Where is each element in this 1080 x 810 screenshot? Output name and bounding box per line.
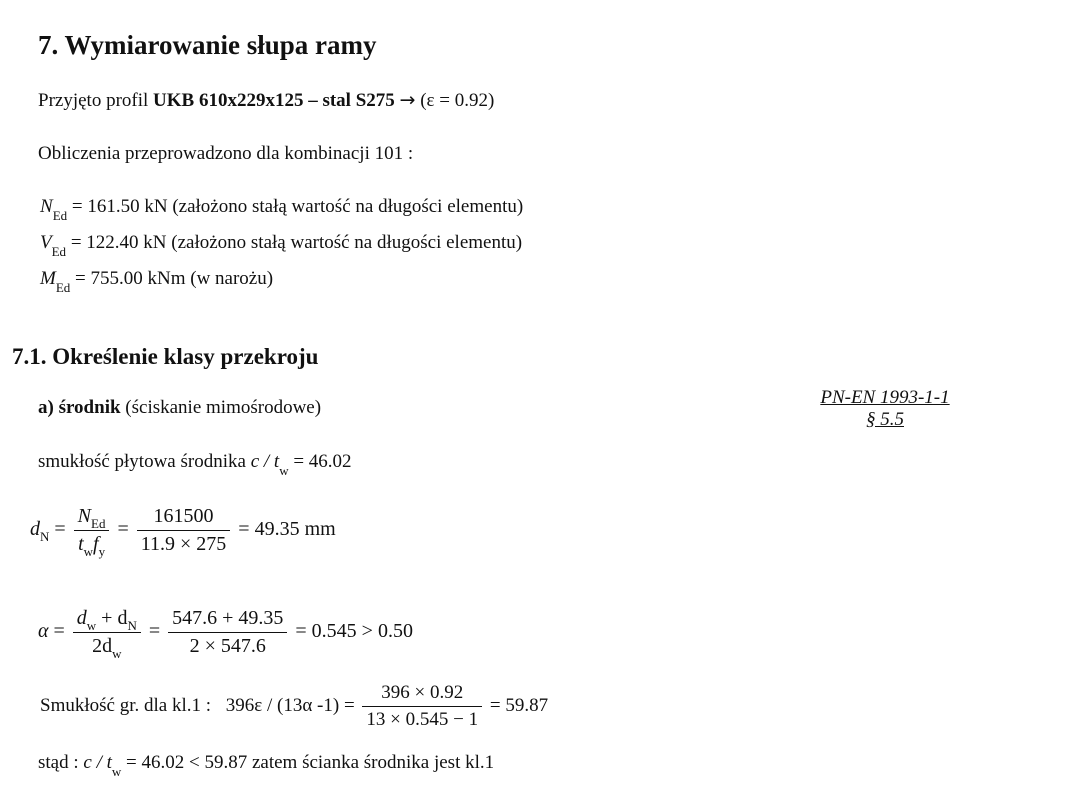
frac-den: 2d [92, 635, 113, 657]
epsilon-value: (ε = 0.92) [420, 90, 495, 111]
combination-text: Obliczenia przeprowadzono dla kombinacji 101 : [38, 143, 414, 164]
fraction-numeric [137, 505, 231, 556]
part-a-title: a) środnik [38, 397, 121, 418]
symbol-slash: / [259, 451, 274, 472]
slenderness-value: = 46.02 [288, 451, 352, 472]
frac-num: 547.6 + 49.35 [168, 607, 287, 633]
frac-num-sub-a: w [86, 618, 97, 633]
profile-name: UKB 610x229x125 – stal S275 [153, 90, 395, 111]
frac-den: 2 × 547.6 [189, 635, 266, 657]
force-symbol: M [40, 268, 56, 289]
frac-num-sub: Ed [91, 516, 106, 531]
force-symbol: N [40, 196, 53, 217]
eq-lhs: α [38, 620, 49, 643]
force-value: = 755.00 kNm (w narożu) [75, 268, 274, 289]
frac-den-b-sub: y [98, 544, 106, 559]
frac-num: N [77, 505, 92, 527]
arrow-icon: → [399, 89, 416, 111]
fraction-numeric [362, 682, 482, 731]
force-ned [40, 196, 524, 223]
symbol-c: c [250, 451, 260, 472]
frac-num: 396 × 0.92 [362, 682, 482, 707]
symbol-t: t [273, 451, 280, 472]
symbol-t: t [106, 752, 112, 773]
force-subscript: Ed [52, 208, 68, 223]
force-subscript: Ed [55, 280, 71, 295]
reference-standard: PN-EN 1993-1-1 [820, 387, 950, 408]
equals-sign: = [117, 518, 129, 541]
frac-den: 11.9 × 275 [140, 533, 227, 555]
force-ved [40, 232, 523, 259]
equation-limit [40, 682, 548, 731]
equation-alpha [38, 607, 413, 661]
limit-result: = 59.87 [489, 694, 549, 716]
slenderness-prefix: smukłość płytowa środnika [38, 451, 251, 472]
symbol-t-subscript: w [111, 764, 122, 779]
frac-den-a-sub: w [83, 544, 94, 559]
part-a-line [38, 397, 321, 419]
equals-sign: = [53, 620, 65, 643]
fraction-symbolic: $\frac{d_w + d_N}{2d_w}$ [73, 607, 141, 658]
force-value: = 161.50 kN (założono stałą wartość na długości elementu) [71, 196, 524, 217]
equation-dn [30, 505, 336, 559]
frac-den: 13 × 0.545 − 1 [366, 709, 479, 730]
conclusion-text: = 46.02 < 59.87 zatem ścianka środnika jest kl.1 [121, 752, 495, 773]
profile-line [38, 89, 494, 112]
fraction-numeric [168, 607, 287, 658]
force-value: = 122.40 kN (założono stałą wartość na długości elementu) [70, 232, 523, 253]
part-a-desc: (ściskanie mimośrodowe) [120, 397, 322, 418]
profile-prefix: Przyjęto profil [38, 90, 154, 111]
limit-label: Smukłość gr. dla kl.1 : [40, 694, 211, 716]
equals-sign: = [54, 518, 66, 541]
limit-formula: 396ε / (13α -1) = [225, 694, 355, 716]
conclusion-prefix: stąd : [38, 752, 84, 773]
eq-result: = 49.35 mm [238, 518, 336, 541]
frac-den-a: t [78, 533, 84, 555]
eq-result: = 0.545 > 0.50 [295, 620, 413, 643]
symbol-slash: / [91, 752, 107, 773]
frac-num-mid: + d [96, 607, 128, 629]
equals-sign: = [148, 620, 161, 643]
frac-den-sub: w [112, 646, 122, 661]
force-med [40, 268, 274, 295]
frac-num: 161500 [137, 505, 231, 531]
code-reference [800, 387, 970, 431]
eq-lhs-sub: N [40, 529, 50, 545]
force-subscript: Ed [51, 244, 67, 259]
frac-num-sub-b: N [127, 618, 137, 633]
page-title: 7. Wymiarowanie słupa ramy [38, 30, 377, 60]
conclusion-line [38, 752, 495, 779]
slenderness-line [38, 451, 352, 478]
fraction-symbolic [74, 505, 110, 559]
eq-lhs: d [30, 518, 40, 541]
symbol-c: c [83, 752, 92, 773]
force-symbol: V [40, 232, 52, 253]
section-heading: 7.1. Określenie klasy przekroju [12, 344, 319, 369]
frac-den-b: f [93, 533, 99, 555]
symbol-t-subscript: w [279, 463, 289, 478]
reference-paragraph: § 5.5 [866, 409, 904, 430]
